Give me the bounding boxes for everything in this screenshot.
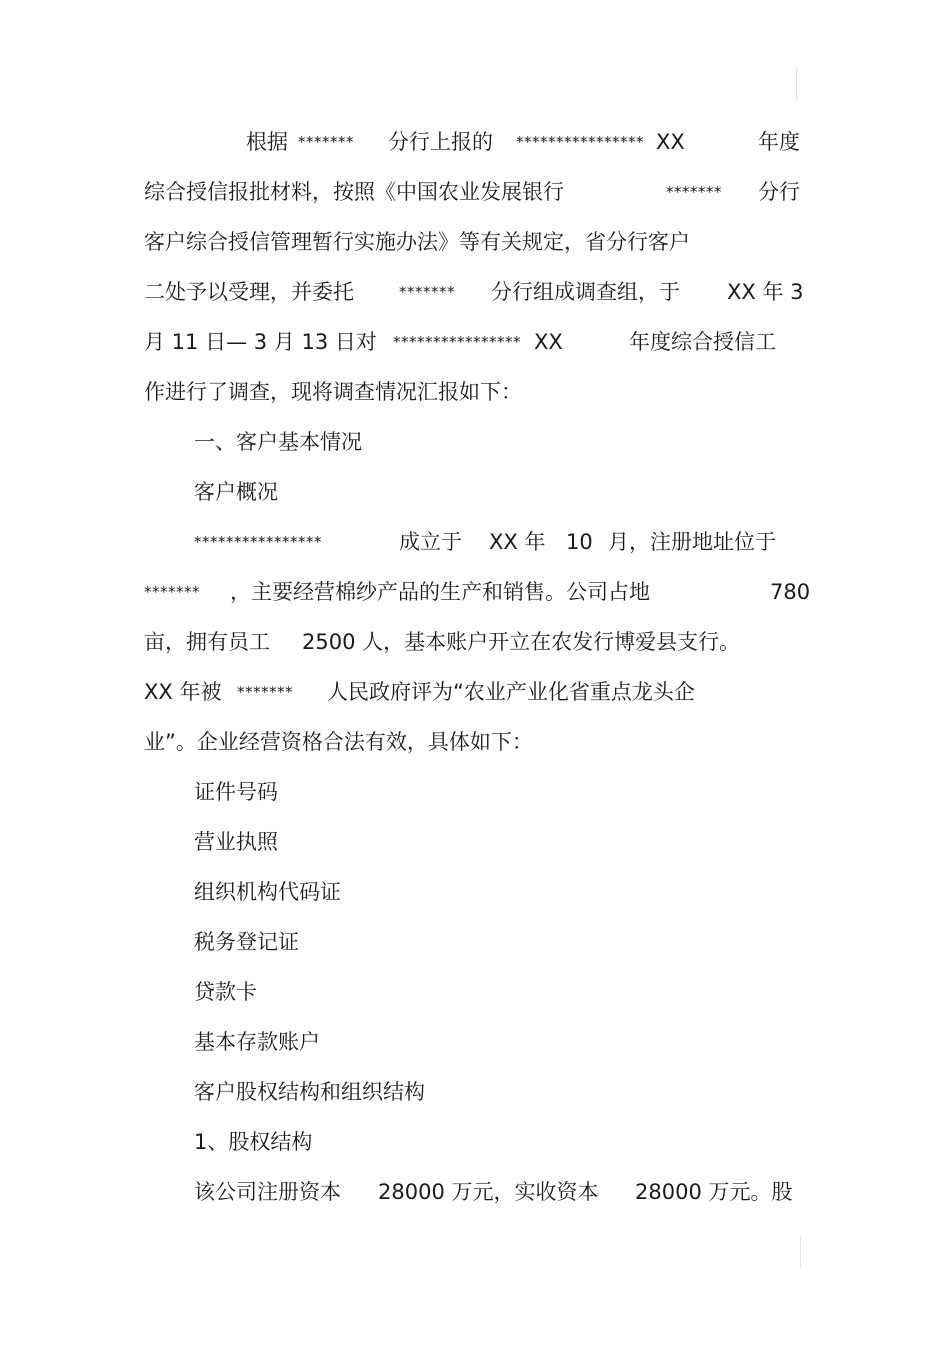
text-segment: XX xyxy=(534,330,563,354)
redacted-text: ******* xyxy=(399,283,455,301)
text-segment: 二处予以受理，并委托 xyxy=(144,280,354,304)
text-segment: 该公司注册资本 xyxy=(194,1180,341,1204)
redacted-text: ******* xyxy=(237,683,293,701)
redacted-text: **************** xyxy=(393,333,521,351)
redacted-text: ******* xyxy=(144,583,200,601)
text-segment: 月，注册地址位于 xyxy=(608,530,776,554)
text-segment: 综合授信报批材料，按照《中国农业发展银行 xyxy=(144,180,564,204)
redacted-text: **************** xyxy=(516,133,644,151)
text-segment: 业”。企业经营资格合法有效，具体如下： xyxy=(144,730,533,754)
text-segment: 2500 人，基本账户开立在农发行博爱县支行。 xyxy=(302,630,741,654)
redacted-text: ******* xyxy=(666,183,722,201)
text-segment: XX xyxy=(656,130,685,154)
text-segment: XX 年 3 xyxy=(727,280,804,304)
text-segment: 年度综合授信工 xyxy=(629,330,776,354)
text-segment: 1、股权结构 xyxy=(194,1130,313,1154)
text-segment: 28000 万元。股 xyxy=(635,1180,793,1204)
text-segment: 分行 xyxy=(758,180,800,204)
redacted-text: **************** xyxy=(194,533,322,551)
text-segment: 根据 xyxy=(246,130,288,154)
text-segment: XX 年 xyxy=(489,530,546,554)
text-segment: 亩，拥有员工 xyxy=(144,630,270,654)
text-segment: 分行组成调查组，于 xyxy=(491,280,680,304)
text-segment: 分行上报的 xyxy=(388,130,493,154)
page-corner-mark-top xyxy=(796,68,797,100)
text-segment: 月 11 日— 3 月 13 日对 xyxy=(144,330,377,354)
text-segment: 营业执照 xyxy=(194,830,278,854)
text-segment: 成立于 xyxy=(399,530,462,554)
text-segment: 贷款卡 xyxy=(194,980,257,1004)
redacted-text: ******* xyxy=(298,133,354,151)
text-segment: 证件号码 xyxy=(194,780,278,804)
text-segment: 客户股权结构和组织结构 xyxy=(194,1080,425,1104)
text-segment: 一、客户基本情况 xyxy=(194,430,362,454)
text-segment: 28000 万元，实收资本 xyxy=(378,1180,599,1204)
text-segment: 基本存款账户 xyxy=(194,1030,320,1054)
text-segment: ，主要经营棉纱产品的生产和销售。公司占地 xyxy=(230,580,650,604)
text-segment: 10 xyxy=(566,530,593,554)
text-segment: 作进行了调查，现将调查情况汇报如下： xyxy=(144,380,522,404)
text-segment: 人民政府评为“农业产业化省重点龙头企 xyxy=(327,680,695,704)
text-segment: XX 年被 xyxy=(144,680,222,704)
page-corner-mark-bottom xyxy=(800,1236,801,1268)
text-segment: 客户综合授信管理暂行实施办法》等有关规定，省分行客户 xyxy=(144,230,690,254)
text-segment: 780 xyxy=(770,580,811,604)
text-segment: 组织机构代码证 xyxy=(194,880,341,904)
text-segment: 年度 xyxy=(758,130,800,154)
text-segment: 税务登记证 xyxy=(194,930,299,954)
text-segment: 客户概况 xyxy=(194,480,278,504)
